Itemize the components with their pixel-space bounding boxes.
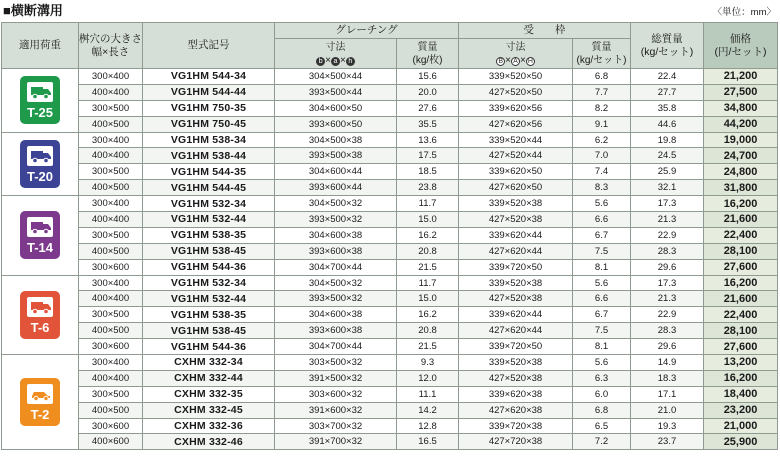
header-frame-mass-line2: (kg/セット) [576,54,627,66]
opening-size: 400×600 [79,434,143,450]
opening-size: 300×400 [79,69,143,85]
grating-dimensions: 393×600×50 [275,116,397,132]
opening-size: 300×400 [79,196,143,212]
symbol-A: A [511,57,520,66]
total-mass: 22.9 [631,307,704,323]
load-class-badge [20,378,60,426]
grating-mass: 15.6 [397,69,459,85]
load-class-badge [20,211,60,259]
frame-dimensions: 339×720×50 [459,259,573,275]
frame-mass: 6.6 [573,291,631,307]
grating-dimensions: 304×600×44 [275,164,397,180]
grating-dimensions: 303×500×32 [275,355,397,371]
frame-dimensions: 427×720×38 [459,434,573,450]
price-table [1,22,778,450]
model-code: VG1HM 544-44 [143,84,275,100]
opening-size: 400×500 [79,402,143,418]
frame-mass: 7.5 [573,323,631,339]
price: 25,900 [704,434,778,450]
load-class-cell [2,196,79,275]
table-row [2,148,778,164]
header-total-line1: 総質量 [651,32,683,45]
grating-dimensions: 304×600×50 [275,100,397,116]
price: 21,200 [704,69,778,85]
total-mass: 23.7 [631,434,704,450]
opening-size: 300×500 [79,100,143,116]
frame-mass: 6.3 [573,370,631,386]
load-class-badge [20,140,60,188]
load-class-label: T-20 [26,168,53,184]
total-mass: 28.3 [631,243,704,259]
load-class-badge [20,291,60,339]
grating-dimensions: 304×500×38 [275,132,397,148]
price: 31,800 [704,180,778,196]
frame-dimensions: 339×720×38 [459,418,573,434]
header-grating-dim-label: 寸法 [325,41,346,53]
load-class-cell [2,275,79,354]
opening-size: 300×500 [79,164,143,180]
model-code: CXHM 332-45 [143,402,275,418]
grating-dimensions: 304×500×32 [275,196,397,212]
times-sign: × [505,54,512,66]
opening-size: 400×500 [79,116,143,132]
opening-size: 300×400 [79,132,143,148]
grating-dimensions: 304×700×44 [275,259,397,275]
frame-dimensions: 427×520×38 [459,370,573,386]
price: 44,200 [704,116,778,132]
model-code: VG1HM 538-34 [143,132,275,148]
price: 34,800 [704,100,778,116]
frame-dim-symbols [459,54,572,67]
model-code: CXHM 332-44 [143,370,275,386]
grating-mass: 20.0 [397,84,459,100]
grating-mass: 27.6 [397,100,459,116]
grating-dimensions: 391×500×32 [275,370,397,386]
header-opening-line1: 桝穴の大きさ [79,32,142,45]
truck-icon [27,146,53,166]
opening-size: 400×400 [79,291,143,307]
total-mass: 21.0 [631,402,704,418]
grating-mass: 20.8 [397,243,459,259]
frame-dimensions: 339×520×44 [459,132,573,148]
price: 24,800 [704,164,778,180]
frame-dimensions: 339×620×44 [459,307,573,323]
frame-dimensions: 427×520×38 [459,212,573,228]
table-row [2,386,778,402]
table-row [2,323,778,339]
grating-mass: 9.3 [397,355,459,371]
grating-dimensions: 304×600×38 [275,307,397,323]
table-row [2,84,778,100]
times-sign: × [520,54,526,66]
table-row [2,180,778,196]
total-mass: 35.8 [631,100,704,116]
table-row [2,355,778,371]
price: 21,600 [704,291,778,307]
total-mass: 17.3 [631,196,704,212]
price: 21,600 [704,212,778,228]
model-code: VG1HM 538-35 [143,307,275,323]
grating-dimensions: 304×500×44 [275,69,397,85]
frame-dimensions: 339×720×50 [459,339,573,355]
symbol-H: H [527,57,533,65]
table-row [2,434,778,450]
header-load: 適用荷重 [2,23,79,69]
table-row [2,100,778,116]
header-grating-dim [275,39,397,69]
grating-dimensions: 393×500×38 [275,148,397,164]
frame-mass: 8.1 [573,339,631,355]
grating-mass: 11.1 [397,386,459,402]
frame-mass: 7.4 [573,164,631,180]
frame-mass: 6.0 [573,386,631,402]
frame-dimensions: 339×620×50 [459,164,573,180]
price: 13,200 [704,355,778,371]
frame-dimensions: 427×620×50 [459,180,573,196]
table-row [2,164,778,180]
opening-size: 400×400 [79,84,143,100]
grating-mass: 21.5 [397,259,459,275]
price: 16,200 [704,196,778,212]
load-class-cell [2,355,79,450]
price: 27,600 [704,339,778,355]
model-code: VG1HM 538-45 [143,243,275,259]
grating-mass: 16.2 [397,307,459,323]
opening-size: 300×600 [79,418,143,434]
grating-dimensions: 393×600×44 [275,180,397,196]
model-code: VG1HM 544-35 [143,164,275,180]
symbol-b: b [316,57,325,66]
unit-label: 〈単位：mm〉 [712,7,776,18]
frame-mass: 6.5 [573,418,631,434]
price: 16,200 [704,275,778,291]
grating-dimensions: 393×600×38 [275,323,397,339]
model-code: VG1HM 544-36 [143,339,275,355]
grating-mass: 11.7 [397,196,459,212]
total-mass: 17.1 [631,386,704,402]
frame-dimensions: 427×520×38 [459,291,573,307]
price: 24,700 [704,148,778,164]
page-title: ■横断溝用 [3,3,63,18]
grating-dimensions: 304×700×44 [275,339,397,355]
total-mass: 29.6 [631,339,704,355]
frame-dimensions: 427×520×44 [459,148,573,164]
load-class-cell [2,132,79,196]
opening-size: 400×500 [79,243,143,259]
table-row [2,196,778,212]
grating-mass: 15.0 [397,212,459,228]
model-code: CXHM 332-36 [143,418,275,434]
model-code: VG1HM 532-34 [143,196,275,212]
grating-mass: 35.5 [397,116,459,132]
table-row [2,259,778,275]
truck-icon [27,82,53,102]
grating-mass: 21.5 [397,339,459,355]
frame-mass: 7.0 [573,148,631,164]
opening-size: 300×500 [79,386,143,402]
grating-dimensions: 393×500×32 [275,291,397,307]
frame-dimensions: 339×520×38 [459,275,573,291]
model-code: VG1HM 544-36 [143,259,275,275]
total-mass: 25.9 [631,164,704,180]
frame-mass: 9.1 [573,116,631,132]
frame-mass: 6.7 [573,307,631,323]
times-sign: × [325,54,331,66]
times-sign: × [340,54,346,66]
price: 27,500 [704,84,778,100]
frame-dimensions: 427×620×44 [459,243,573,259]
table-row [2,370,778,386]
total-mass: 24.5 [631,148,704,164]
truck-icon [27,297,53,317]
model-code: VG1HM 544-45 [143,180,275,196]
total-mass: 32.1 [631,180,704,196]
header-total-mass [631,23,704,69]
grating-dim-symbols [275,54,396,67]
header-price [704,23,778,69]
header-total-line2: (kg/セット) [640,45,694,58]
header-price-line1: 価格 [730,32,752,45]
load-class-label: T-6 [30,319,50,335]
frame-dimensions: 427×520×50 [459,84,573,100]
car-icon [27,384,53,404]
table-row [2,402,778,418]
model-code: VG1HM 538-35 [143,227,275,243]
opening-size: 300×400 [79,275,143,291]
load-class-badge [20,76,60,124]
header-grating-mass-line1: 質量 [417,41,438,53]
opening-size: 400×500 [79,180,143,196]
model-code: VG1HM 538-45 [143,323,275,339]
header-model: 型式記号 [143,23,275,69]
total-mass: 19.8 [631,132,704,148]
table-row [2,275,778,291]
grating-dimensions: 304×500×32 [275,275,397,291]
header-frame-dim-label: 寸法 [505,41,526,53]
model-code: VG1HM 750-45 [143,116,275,132]
total-mass: 28.3 [631,323,704,339]
frame-mass: 6.7 [573,227,631,243]
table-body [2,69,778,450]
price: 18,400 [704,386,778,402]
grating-mass: 17.5 [397,148,459,164]
header-price-line2: (円/セット) [714,45,767,58]
grating-mass: 11.7 [397,275,459,291]
grating-dimensions: 304×600×38 [275,227,397,243]
grating-dimensions: 393×600×38 [275,243,397,259]
header-frame-mass [573,39,631,69]
frame-dimensions: 427×620×38 [459,402,573,418]
header-frame: 受 枠 [459,23,631,39]
table-row [2,339,778,355]
header-grating-mass [397,39,459,69]
header-grating: グレーチング [275,23,459,39]
model-code: CXHM 332-46 [143,434,275,450]
total-mass: 22.4 [631,69,704,85]
grating-dimensions: 391×600×32 [275,402,397,418]
grating-mass: 20.8 [397,323,459,339]
price: 21,000 [704,418,778,434]
model-code: VG1HM 544-34 [143,69,275,85]
table-row [2,418,778,434]
frame-dimensions: 427×620×56 [459,116,573,132]
frame-mass: 7.5 [573,243,631,259]
grating-mass: 18.5 [397,164,459,180]
frame-mass: 8.3 [573,180,631,196]
total-mass: 27.7 [631,84,704,100]
load-class-label: T-14 [26,240,53,256]
load-class-label: T-2 [30,407,50,423]
frame-dimensions: 427×620×44 [459,323,573,339]
grating-dimensions: 393×500×32 [275,212,397,228]
grating-mass: 15.0 [397,291,459,307]
price: 27,600 [704,259,778,275]
frame-mass: 8.1 [573,259,631,275]
table-row [2,227,778,243]
grating-mass: 12.0 [397,370,459,386]
model-code: CXHM 332-34 [143,355,275,371]
total-mass: 14.9 [631,355,704,371]
table-row [2,132,778,148]
table-row [2,69,778,85]
price: 16,200 [704,370,778,386]
price: 23,200 [704,402,778,418]
grating-dimensions: 393×500×44 [275,84,397,100]
grating-mass: 12.8 [397,418,459,434]
price: 22,400 [704,227,778,243]
frame-mass: 6.6 [573,212,631,228]
header-grating-mass-line2: (kg/枚) [412,54,443,66]
opening-size: 300×600 [79,259,143,275]
model-code: VG1HM 750-35 [143,100,275,116]
symbol-B: B [496,57,505,66]
price: 22,400 [704,307,778,323]
table-row [2,212,778,228]
symbol-h: h [346,57,355,66]
total-mass: 21.3 [631,212,704,228]
grating-dimensions: 391×700×32 [275,434,397,450]
frame-mass: 7.7 [573,84,631,100]
grating-mass: 16.2 [397,227,459,243]
total-mass: 22.9 [631,227,704,243]
table-row [2,291,778,307]
header-frame-dim [459,39,573,69]
truck-icon [27,217,53,237]
price: 28,100 [704,323,778,339]
frame-mass: 5.6 [573,275,631,291]
frame-mass: 5.6 [573,355,631,371]
load-class-cell [2,69,79,133]
frame-dimensions: 339×520×38 [459,196,573,212]
total-mass: 18.3 [631,370,704,386]
frame-mass: 6.8 [573,402,631,418]
grating-dimensions: 303×600×32 [275,386,397,402]
header-frame-mass-line1: 質量 [591,41,612,53]
price: 19,000 [704,132,778,148]
model-code: VG1HM 532-44 [143,212,275,228]
frame-dimensions: 339×520×38 [459,355,573,371]
load-class-label: T-25 [26,105,53,121]
opening-size: 400×400 [79,212,143,228]
frame-mass: 7.2 [573,434,631,450]
price: 28,100 [704,243,778,259]
total-mass: 21.3 [631,291,704,307]
grating-mass: 13.6 [397,132,459,148]
model-code: VG1HM 538-44 [143,148,275,164]
frame-mass: 8.2 [573,100,631,116]
total-mass: 17.3 [631,275,704,291]
grating-mass: 16.5 [397,434,459,450]
table-row [2,116,778,132]
opening-size: 300×500 [79,307,143,323]
opening-size: 400×500 [79,323,143,339]
header-opening-line2: 幅×長さ [91,45,130,58]
header-opening [79,23,143,69]
opening-size: 400×400 [79,148,143,164]
grating-mass: 23.8 [397,180,459,196]
model-code: VG1HM 532-34 [143,275,275,291]
grating-mass: 14.2 [397,402,459,418]
table-row [2,243,778,259]
table-row [2,307,778,323]
frame-mass: 6.2 [573,132,631,148]
frame-mass: 6.8 [573,69,631,85]
grating-dimensions: 303×700×32 [275,418,397,434]
total-mass: 29.6 [631,259,704,275]
total-mass: 44.6 [631,116,704,132]
model-code: CXHM 332-35 [143,386,275,402]
frame-mass: 5.6 [573,196,631,212]
frame-dimensions: 339×620×56 [459,100,573,116]
frame-dimensions: 339×520×50 [459,69,573,85]
total-mass: 19.3 [631,418,704,434]
opening-size: 300×500 [79,227,143,243]
opening-size: 400×400 [79,370,143,386]
frame-dimensions: 339×620×38 [459,386,573,402]
model-code: VG1HM 532-44 [143,291,275,307]
frame-dimensions: 339×620×44 [459,227,573,243]
symbol-a: a [331,57,340,66]
opening-size: 300×400 [79,355,143,371]
opening-size: 300×600 [79,339,143,355]
